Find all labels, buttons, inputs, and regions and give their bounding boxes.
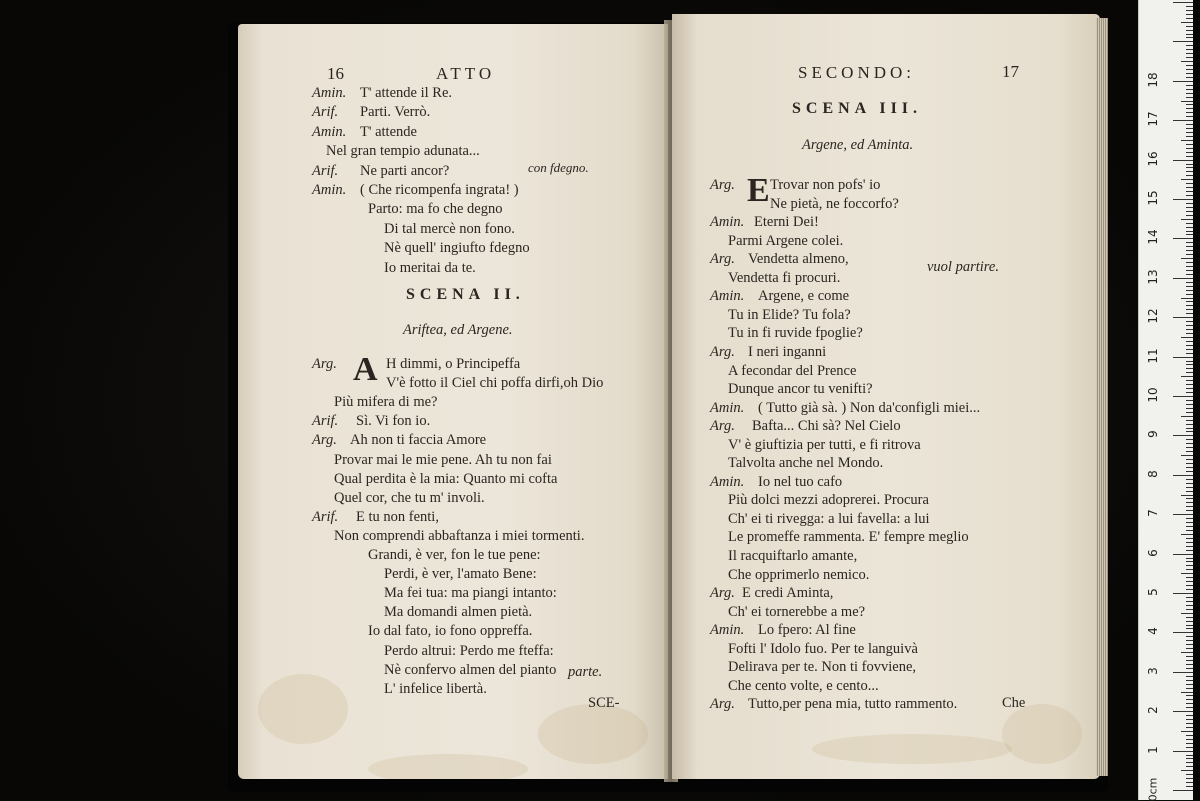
verse-line: Parmi Argene colei. bbox=[728, 232, 844, 249]
ruler-cm-label: 15 bbox=[1146, 190, 1160, 206]
verse-line: Provar mai le mie pene. Ah tu non fai bbox=[334, 451, 552, 468]
speaker-label: Amin. bbox=[710, 473, 745, 490]
right-running-head: SECONDO: bbox=[798, 63, 916, 82]
verse-line: Parti. Verrò. bbox=[360, 104, 431, 121]
speaker-label: Arif. bbox=[312, 162, 339, 179]
verse-line: Parto: ma fo che degno bbox=[368, 201, 503, 218]
verse-line: H dimmi, o Principeffa bbox=[386, 356, 521, 372]
verse-line: Perdi, è ver, l'amato Bene: bbox=[384, 566, 537, 583]
verse-line: Nè confervo almen del pianto bbox=[384, 661, 557, 678]
ruler-cm-label: 11 bbox=[1146, 347, 1160, 364]
verse-line: Le promeffe rammenta. E' fempre meglio bbox=[728, 529, 969, 546]
right-page bbox=[672, 14, 1100, 779]
verse-line: L' infelice libertà. bbox=[384, 680, 487, 697]
left-running-head: ATTO bbox=[436, 64, 496, 83]
verse-line: Argene, e come bbox=[758, 288, 850, 305]
verse-line: Io nel tuo cafo bbox=[758, 473, 843, 490]
scene-ii-persons: Ariftea, ed Argene. bbox=[403, 322, 513, 338]
scene-iii-persons: Argene, ed Aminta. bbox=[802, 137, 914, 153]
speaker-label: Arif. bbox=[312, 104, 339, 121]
ruler-cm-label: 12 bbox=[1146, 308, 1160, 324]
speaker-label: Arif. bbox=[312, 508, 339, 525]
verse-line: ( Tutto già sà. ) Non da'configli miei... bbox=[758, 399, 981, 416]
verse-line: Bafta... Chi sà? Nel Cielo bbox=[752, 418, 901, 435]
verse-line: Tutto,per pena mia, tutto rammento. bbox=[748, 696, 958, 713]
verse-line: E credi Aminta, bbox=[742, 585, 834, 602]
ruler-cm-label: 6 bbox=[1146, 548, 1160, 557]
verse-line: T' attende il Re. bbox=[360, 85, 452, 101]
verse-line: Più dolci mezzi adoprerei. Procura bbox=[728, 492, 929, 509]
verse-line: Vendetta almeno, bbox=[748, 251, 849, 268]
left-page bbox=[238, 24, 668, 779]
verse-line: Grandi, è ver, fon le tue pene: bbox=[368, 547, 541, 563]
measuring-ruler bbox=[1138, 0, 1193, 800]
speaker-label: Arg. bbox=[710, 251, 735, 268]
speaker-label: Arg. bbox=[710, 343, 735, 360]
verse-line: Non comprendi abbaftanza i miei tormenti. bbox=[334, 527, 585, 544]
verse-line: Perdo altrui: Perdo me fteffa: bbox=[384, 642, 554, 659]
speaker-label: Amin. bbox=[710, 288, 745, 305]
verse-line: I neri inganni bbox=[748, 343, 827, 360]
verse-line: Ah non ti faccia Amore bbox=[350, 432, 487, 449]
ruler-cm-label: 9 bbox=[1146, 430, 1160, 439]
verse-line: Trovar non pofs' io bbox=[770, 177, 881, 193]
verse-line: Ch' ei tornerebbe a me? bbox=[728, 603, 866, 620]
drop-cap-e: E bbox=[747, 172, 770, 209]
verse-line: Che opprimerlo nemico. bbox=[728, 566, 870, 583]
verse-line: Dunque ancor tu venifti? bbox=[728, 381, 873, 398]
ruler-unit-label: 0cm bbox=[1146, 777, 1160, 801]
verse-line: Nel gran tempio adunata... bbox=[326, 143, 480, 160]
right-catchword: Che bbox=[1002, 695, 1026, 711]
verse-line: V' è giuftizia per tutti, e fi ritrova bbox=[728, 436, 921, 453]
stage-direction-con-fdegno: con fdegno. bbox=[528, 160, 589, 175]
verse-line: Nè quell' ingiufto fdegno bbox=[384, 240, 530, 257]
right-page-number: 17 bbox=[1002, 62, 1019, 81]
page-edges bbox=[1096, 18, 1108, 776]
left-catchword: SCE- bbox=[588, 695, 620, 711]
verse-line: Tu in Elide? Tu fola? bbox=[728, 306, 851, 323]
speaker-label: Amin. bbox=[312, 182, 347, 198]
verse-line: Di tal mercè non fono. bbox=[384, 220, 515, 237]
verse-line: Sì. Vi fon io. bbox=[356, 413, 431, 430]
speaker-label: Arg. bbox=[312, 356, 337, 372]
drop-cap-a: A bbox=[353, 351, 378, 388]
verse-line: Il racquiftarlo amante, bbox=[728, 548, 858, 564]
ruler-cm-label: 2 bbox=[1146, 706, 1160, 715]
verse-line: Lo fpero: Al fine bbox=[758, 622, 856, 639]
ruler-cm-label: 18 bbox=[1146, 72, 1160, 88]
verse-line: Ma fei tua: ma piangi intanto: bbox=[384, 585, 557, 602]
verse-line: Quel cor, che tu m' involi. bbox=[334, 489, 485, 506]
speaker-label: Arg. bbox=[710, 585, 735, 602]
verse-line: Fofti l' Idolo fuo. Per te languivà bbox=[728, 640, 918, 657]
verse-line: V'è fotto il Ciel chi poffa dirfi,oh Dio bbox=[386, 375, 604, 392]
verse-line: Ne parti ancor? bbox=[360, 162, 450, 179]
verse-line: Io meritai da te. bbox=[384, 259, 476, 276]
ruler-cm-label: 3 bbox=[1146, 666, 1160, 675]
ruler-cm-label: 17 bbox=[1146, 111, 1160, 127]
speaker-label: Amin. bbox=[710, 214, 745, 231]
speaker-label: Amin. bbox=[312, 123, 347, 140]
verse-line: Ma domandi almen pietà. bbox=[384, 604, 533, 621]
scene-iii-title: SCENA III. bbox=[792, 100, 923, 117]
verse-line: Ne pietà, ne foccorfo? bbox=[770, 195, 899, 212]
verse-line: Delirava per te. Non ti fovviene, bbox=[728, 659, 917, 676]
verse-line: Vendetta fi procuri. bbox=[728, 269, 841, 286]
ruler-cm-label: 10 bbox=[1146, 387, 1160, 403]
verse-line: Più mifera di me? bbox=[334, 394, 438, 411]
verse-line: Ch' ei ti rivegga: a lui favella: a lui bbox=[728, 510, 930, 527]
ruler-cm-label: 1 bbox=[1146, 745, 1160, 754]
ruler-cm-label: 7 bbox=[1146, 509, 1160, 518]
scene-ii-title: SCENA II. bbox=[406, 286, 525, 303]
ruler-cm-label: 14 bbox=[1146, 229, 1160, 246]
stage-direction-parte: parte. bbox=[568, 664, 603, 680]
speaker-label: Arif. bbox=[312, 413, 339, 430]
ruler-cm-label: 8 bbox=[1146, 469, 1160, 478]
speaker-label: Amin. bbox=[312, 85, 347, 101]
speaker-label: Arg. bbox=[710, 696, 735, 713]
speaker-label: Amin. bbox=[710, 399, 745, 416]
speaker-label: Arg. bbox=[710, 177, 735, 193]
verse-line: Talvolta anche nel Mondo. bbox=[728, 455, 884, 472]
speaker-label: Arg. bbox=[312, 432, 337, 449]
verse-line: A fecondar del Prence bbox=[728, 362, 857, 379]
speaker-label: Arg. bbox=[710, 418, 735, 435]
verse-line: Io dal fato, io fono oppreffa. bbox=[368, 623, 533, 640]
verse-line: Eterni Dei! bbox=[754, 214, 819, 231]
speaker-label: Amin. bbox=[710, 622, 745, 639]
verse-line: E tu non fenti, bbox=[356, 508, 439, 525]
stage-direction-vuol-partire: vuol partire. bbox=[927, 259, 999, 275]
ruler-cm-label: 4 bbox=[1146, 627, 1160, 636]
verse-line: Tu in fi ruvide fpoglie? bbox=[728, 325, 863, 342]
verse-line: ( Che ricompenfa ingrata! ) bbox=[360, 182, 519, 198]
verse-line: Qual perdita è la mia: Quanto mi cofta bbox=[334, 470, 558, 487]
left-page-number: 16 bbox=[327, 64, 344, 83]
verse-line: Che cento volte, e cento... bbox=[728, 677, 879, 694]
ruler-cm-label: 5 bbox=[1146, 588, 1160, 596]
verse-line: T' attende bbox=[360, 123, 417, 140]
ruler-cm-label: 16 bbox=[1146, 150, 1160, 167]
ruler-cm-label: 13 bbox=[1146, 269, 1160, 285]
